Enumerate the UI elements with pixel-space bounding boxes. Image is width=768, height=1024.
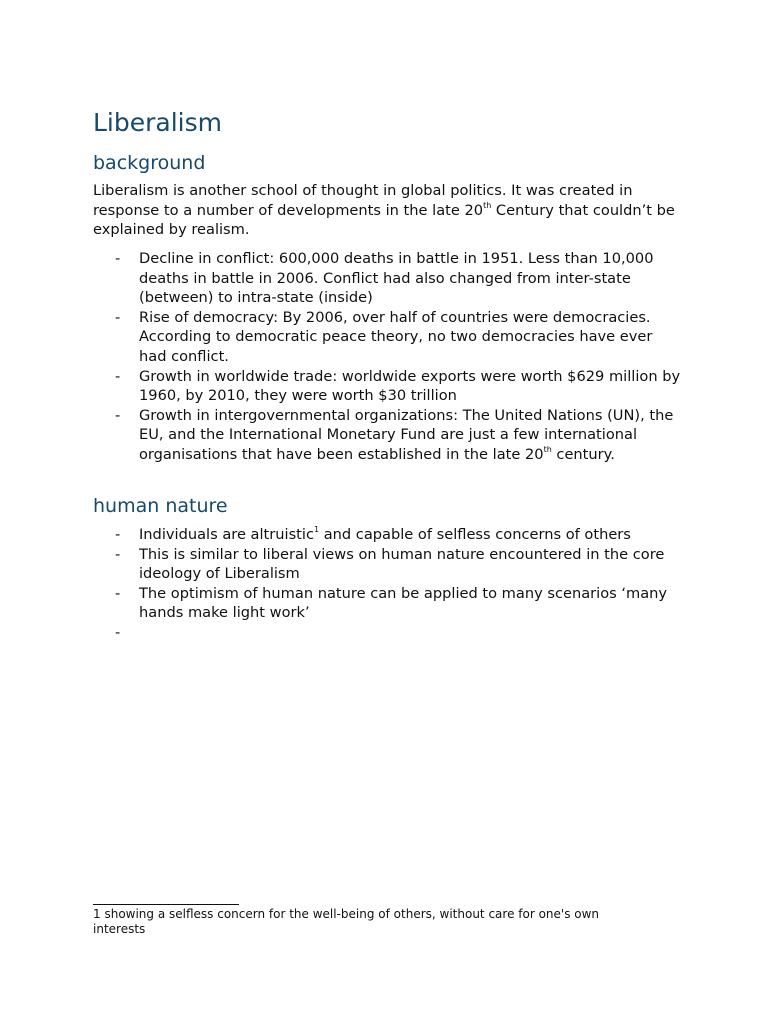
list-item-text: Growth in intergovernmental organizations: The United Nations (UN), the EU, and the International Monetary Fund are just a few international organisations that have been established in the late 20 xyxy=(139,406,674,463)
list-item-text: The optimism of human nature can be applied to many scenarios ‘many hands make light work’ xyxy=(139,584,668,622)
list-item xyxy=(93,525,683,545)
bullet-dash: - xyxy=(115,406,121,424)
background-intro-paragraph xyxy=(93,181,683,240)
list-item-text: Rise of democracy: By 2006, over half of countries were democracies. According to democratic peace theory, no two democracies have ever had conflict. xyxy=(139,308,653,365)
list-item-text: Decline in conflict: 600,000 deaths in battle in 1951. Less than 10,000 deaths in battle in 2006. Conflict had also changed from inter-state (between) to intra-state (inside) xyxy=(139,250,654,307)
document-title: Liberalism xyxy=(93,108,222,137)
list-item xyxy=(93,367,683,406)
intro-text-part1: Liberalism is another school of thought in global politics. It was created in response to a number of developments in the late 20 xyxy=(93,182,633,219)
list-item-text: Individuals are altruistic xyxy=(139,526,314,543)
bullet-dash: - xyxy=(115,250,121,267)
intro-superscript: th xyxy=(483,200,492,210)
list-item xyxy=(93,545,683,584)
list-item xyxy=(93,406,683,465)
intro-text-part2: Century that couldn’t be explained by realism. xyxy=(93,201,675,239)
list-item xyxy=(93,308,683,367)
list-item-text: This is similar to liberal views on human nature encountered in the core ideology of Liberalism xyxy=(139,545,665,583)
bullet-dash: - xyxy=(115,367,121,385)
list-item xyxy=(93,584,683,623)
footnote-separator xyxy=(93,904,239,905)
bullet-dash: - xyxy=(115,545,121,563)
background-bullet-list xyxy=(93,249,683,465)
footnote xyxy=(93,907,653,936)
bullet-dash: - xyxy=(115,526,121,543)
bullet-dash: - xyxy=(115,623,121,641)
list-item-tail: and capable of selfless concerns of others xyxy=(319,526,631,543)
footnote-marker: 1 xyxy=(93,907,101,921)
list-item xyxy=(93,249,683,308)
footnote-reference[interactable]: 1 xyxy=(313,525,320,535)
bullet-dash: - xyxy=(115,584,121,602)
bullet-dash: - xyxy=(115,308,121,326)
human-nature-bullet-list xyxy=(93,525,683,641)
footnote-text: showing a selfless concern for the well-being of others, without care for one's own interests xyxy=(93,907,600,936)
section-heading-human-nature: human nature xyxy=(93,495,228,517)
section-heading-background: background xyxy=(93,152,206,174)
list-item-superscript: th xyxy=(543,445,552,455)
list-item-text: Growth in worldwide trade: worldwide exports were worth $629 million by 1960, by 2010, they were worth $30 trillion xyxy=(139,367,681,405)
list-item-tail: century. xyxy=(551,445,615,463)
